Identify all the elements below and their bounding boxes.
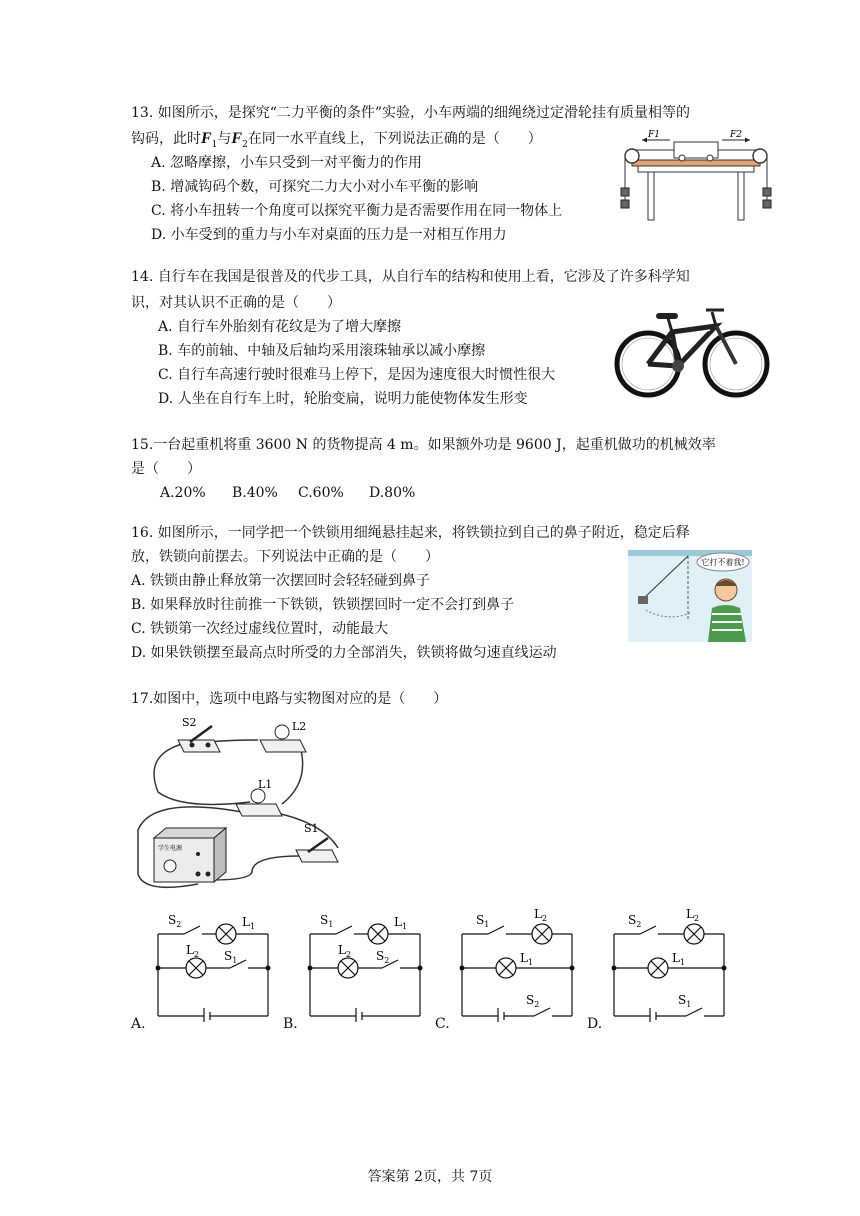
circuit-option-c [452,904,580,1022]
option-c-caption: C. [435,1016,450,1032]
svg-text:S2: $S_2$ [376,949,390,965]
label-s1: S1 [304,822,319,835]
q14-option-a: A. 自行车外胎刻有花纹是为了增大摩擦 [158,319,402,335]
q17-line1: 17.如图中，选项中电路与实物图对应的是（ ） [131,691,448,707]
q16-option-a: A. 铁锁由静止释放第一次摆回时会轻轻碰到鼻子 [131,573,431,589]
q14-option-b: B. 车的前轴、中轴及后轴均采用滚珠轴承以减小摩擦 [158,343,486,359]
pendulum-figure [628,550,752,642]
q13-line1: 13. 如图所示，是探究“二力平衡的条件”实验，小车两端的细绳绕过定滑轮挂有质量相等的 [131,105,691,121]
f2-sub: 2 [242,139,248,150]
q15-option-d: D.80% [369,485,416,501]
bicycle-figure [612,296,772,404]
circuit-option-b [300,904,428,1022]
svg-text:S2: $S_2$ [628,913,642,929]
svg-text:S1: $S_1$ [476,913,490,929]
svg-text:L1: $L_1$ [672,951,686,967]
q13-option-b: B. 增减钩码个数，可探究二力大小对小车平衡的影响 [151,179,479,195]
page-footer: 答案第 2页，共 7页 [367,1169,493,1185]
circuit-photo-figure [132,712,360,896]
circuit-option-a [148,904,276,1022]
svg-text:L1: $L_1$ [242,915,256,931]
svg-text:L2: $L_2$ [338,943,352,959]
q16-option-b: B. 如果释放时往前推一下铁锁，铁锁摆回时一定不会打到鼻子 [131,597,515,613]
svg-text:L2: $L_2$ [186,943,200,959]
svg-text:L2: $L_2$ [686,907,700,923]
svg-text:L2: $L_2$ [534,907,548,923]
circuit-option-d [604,904,732,1022]
figure-f2-label: F2 [730,130,742,140]
f2-symbol: F [231,130,243,147]
svg-text:S2: $S_2$ [168,913,182,929]
f1-symbol: F [201,130,212,147]
f1-sub: 1 [211,139,218,150]
q15-line1: 15.一台起重机将重 3600 N 的货物提高 4 m。如果额外功是 9600 J，起重机做功的机械效率 [131,437,716,453]
q13-line2-c: 在同一水平直线上，下列说法正确的是（ ） [247,131,542,147]
option-a-caption: A. [131,1016,146,1032]
q13-line2 [131,130,542,154]
q13-option-d: D. 小车受到的重力与小车对桌面的压力是一对相互作用力 [151,227,507,243]
q16-line1: 16. 如图所示，一同学把一个铁锁用细绳悬挂起来，将铁锁拉到自己的鼻子附近，稳定后释 [131,525,690,541]
label-l1: L1 [258,778,273,791]
label-s2: S2 [182,716,197,729]
q15-option-a: A.20% [160,485,206,501]
q15-line2: 是（ ） [131,461,201,477]
svg-text:S1: $S_1$ [224,949,238,965]
q16-option-d: D. 如果铁锁摆至最高点时所受的力全部消失，铁锁将做匀速直线运动 [131,645,557,661]
q14-option-c: C. 自行车高速行驶时很难马上停下，是因为速度很大时惯性很大 [158,367,556,383]
balance-experiment-figure [612,126,780,226]
svg-text:L1: $L_1$ [394,915,408,931]
q16-option-c: C. 铁锁第一次经过虚线位置时，动能最大 [131,621,389,637]
q13-option-c: C. 将小车扭转一个角度可以探究平衡力是否需要作用在同一物体上 [151,203,563,219]
q15-option-b: B.40% [232,485,278,501]
q13-line2-a: 钩码，此时 [131,131,201,147]
option-d-caption: D. [587,1016,603,1032]
q13-option-a: A. 忽略摩擦，小车只受到一对平衡力的作用 [151,155,423,171]
option-b-caption: B. [283,1016,298,1032]
svg-text:S1: $S_1$ [320,913,334,929]
q14-line2: 识，对其认识不正确的是（ ） [131,295,341,311]
q14-line1: 14. 自行车在我国是很普及的代步工具，从自行车的结构和使用上看，它涉及了许多科学知 [131,269,690,285]
q14-option-d: D. 人坐在自行车上时，轮胎变扁，说明力能使物体发生形变 [158,391,528,407]
svg-text:L1: $L_1$ [520,951,534,967]
speech-bubble-text: 它打不着我! [701,558,745,567]
power-supply-label: 学生电源 [158,845,183,852]
q15-option-c: C.60% [298,485,344,501]
svg-text:S1: $S_1$ [678,993,692,1009]
label-l2: L2 [292,720,307,733]
svg-text:S2: $S_2$ [526,993,540,1009]
figure-f1-label: F1 [648,130,660,140]
q13-line2-b: 与 [217,131,232,147]
q16-line2: 放，铁锁向前摆去。下列说法中正确的是（ ） [131,549,439,565]
